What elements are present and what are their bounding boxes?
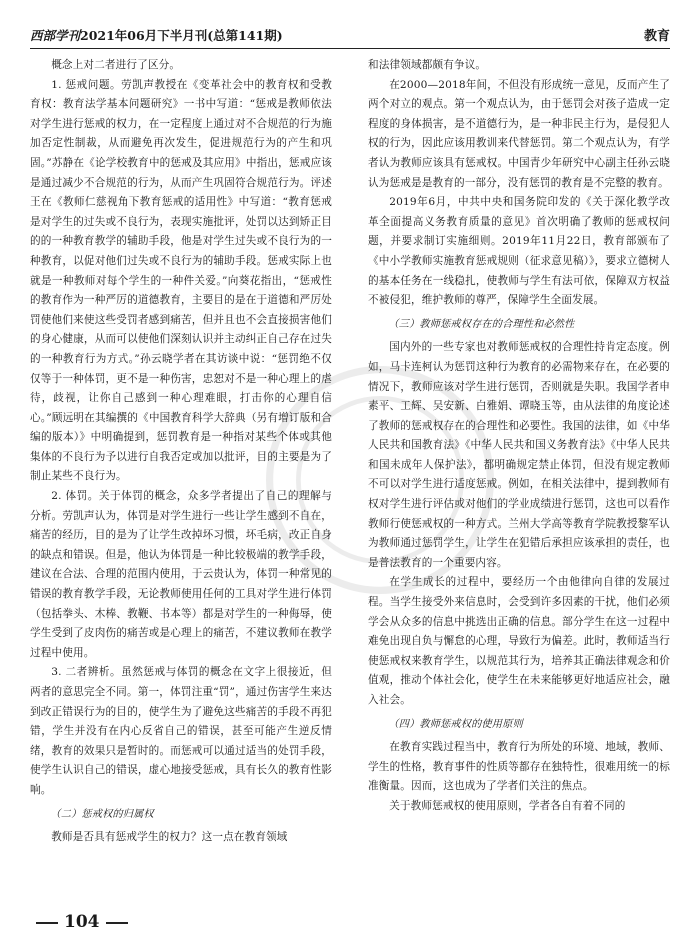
journal-issue-line bbox=[30, 26, 283, 44]
journal-logo: 西部学刊 bbox=[30, 28, 81, 43]
left-column bbox=[30, 56, 332, 896]
section-title: 教育 bbox=[643, 29, 670, 44]
paragraph: 国内外的一些专家也对教师惩戒权的合理性持肯定态度。例如，马卡连柯认为惩罚这种行为教育的必需物来存在，在必要的情况下，教师应该对学生进行惩罚，否则就是失职。我国学者申素平、工辉、吴安新、白雅娟、谭晓玉等，由从法律的角度论述了教师的惩戒权存在的合理性和必要性。我国的法律，如《中华人民共和国教育法》《中华人民共和国义务教育法》《中华人民共和国未成年人保护法》，都明确规定禁止体罚，但没有规定教师不可以对学生进行适度惩戒。例如，在相关法律中，提到教师有权对学生进行评估或对他们的学业成绩进行惩罚，这也可以看作教师行使惩戒权的一种方式。兰州大学高等教育学院教授黎军认为教师通过惩罚学生，让学生在犯错后承担应该承担的责任，也是普法教育的一个重要内容。 bbox=[368, 341, 670, 569]
page-footer bbox=[30, 912, 134, 936]
page-header bbox=[30, 22, 670, 49]
paragraph: 在2000—2018年间，不但没有形成统一意见，反而产生了两个对立的观点。第一个观点认为，由于惩罚会对孩子造成一定程度的身体损害，是不道德行为，是一种非民主行为，是侵犯人权的行为，因此应该用教训来代替惩罚。第二个观点认为，有学者认为教师应该具有惩戒权。中国青少年研究中心副主任孙云晓认为惩戒是是教育的一部分，没有惩罚的教育是不完整的教育。 bbox=[368, 78, 670, 189]
section-heading: （四）教师惩戒权的使用原则 bbox=[388, 718, 523, 730]
issue-info: 2021年06月下半月刊(总第141期) bbox=[80, 28, 283, 43]
footer-rule-left bbox=[36, 922, 58, 924]
paragraph: 关于教师惩戒权的使用原则，学者各自有着不同的 bbox=[389, 799, 626, 812]
page-number: 104 bbox=[64, 912, 100, 932]
paragraph: 教师是否具有惩戒学生的权力？这一点在教育领域 bbox=[51, 831, 288, 844]
paragraph: 在学生成长的过程中，要经历一个由他律向自律的发展过程。当学生接受外来信息时，会受到许多因素的干扰，他们必须学会从众多的信息中挑选出正确的信息。部分学生在这一过程中难免出现自负与懈怠的心理，导致行为偏差。此时，教师适当行使惩戒权来教育学生，以规范其行为，培养其正确法律观念和价值观，推动个体社会化，使学生在未来能够更好地适应社会，融入社会。 bbox=[368, 576, 670, 706]
paragraph: 3. 二者辨析。虽然惩戒与体罚的概念在文字上很接近，但两者的意思完全不同。第一，体罚注重“罚”，通过伤害学生来达到改正错误行为的目的，使学生为了避免这些痛苦的手段不再犯错，学生并没有在内心反省自己的错误，甚至可能产生逆反情绪，教育的效果只是暂时的。而惩戒可以通过适当的处罚手段，使学生认识自己的错误，虚心地接受惩戒，具有长久的教育性影响。 bbox=[30, 666, 332, 796]
section-heading: （三）教师惩戒权存在的合理性和必然性 bbox=[388, 318, 575, 330]
right-column bbox=[368, 56, 670, 896]
paragraph: 概念上对二者进行了区分。 bbox=[51, 59, 181, 71]
paragraph: 1. 惩戒问题。劳凯声教授在《变革社会中的教育权和受教育权：教育法学基本问题研究》一书中写道：“惩戒是教师依法对学生进行惩戒的权力，在一定程度上通过对不合规范的行为施加否定性制裁，从而避免再次发生，促进规范行为的产生和巩固。”苏静在《论学校教育中的惩戒及其应用》中指出，惩戒应该是通过减少不合规范的行为，从而产生巩固符合规范行为。评述王在《教师仁慈视角下教育惩戒的适用性》中写道：“教育惩戒是对学生的过失或不良行为，表现实施批评，处罚以达到矫正目的的一种教育教学的辅助手段，他是对学生过失或不良行为的一种教育，以促对他们过失或不良行为的辅助手段。惩戒实际上也就是一种教师对每个学生的一种件关爱。”向葵花指出，“惩戒性的教育作为一种严厉的道德教育，主要目的是在于道德和严厉处罚使他们来使这些受罚者感到痛苦，但并且也不会直接损害他们的身心健康，从而可以使他们深刻认识并主动纠正自己存在过失的一种教育行为方式。”孙云晓学者在其访谈中说：“惩罚绝不仅仅等于一种体罚，更不是一种伤害，忠恕对不是一种心理上的虐待，歧视，让你自己感到一种心理难眼，打击你的心理自信心。”顾远明在其编撰的《中国教育科学大辞典（另有增订版和合编的版本）》中明确提到，惩罚教育是一种指对某些个体或其他集体的不良行为予以进行自我否定或加以批评，目的主要是为了制止某些不良行为。 bbox=[30, 78, 332, 483]
paragraph: 2019年6月，中共中央和国务院印发的《关于深化教学改革全面提高义务教育质量的意见》首次明确了教师的惩戒权问题，并要求制订实施细则。2019年11月22日，教育部颁布了《中小学教师实施教育惩戒规则（征求意见稿）》，要求立德树人的基本任务在一线稳扎，使教师与学生有法可依，保障双方权益不被侵犯，维护教师的尊严，保障学生全面发展。 bbox=[368, 196, 670, 307]
paragraph: 在教育实践过程当中，教育行为所处的环境、地域，教师、学生的性格，教育事件的性质等都存在独特性，很难用统一的标准衡量。因而，这也成为了学者们关注的焦点。 bbox=[368, 741, 670, 793]
paragraph: 和法律领域都颇有争议。 bbox=[368, 59, 487, 71]
paragraph: 2. 体罚。关于体罚的概念，众多学者提出了自己的理解与分析。劳凯声认为，体罚是对学生进行一些让学生感到不自在，痛苦的经历，目的是为了让学生改掉坏习惯，坏毛病，改正自身的缺点和错误。但是，他认为体罚是一种比较极端的教学手段，建议在合法、合理的范围内使用，于云贵认为，体罚一种常见的错误的教育教学手段，无论教师使用任何的工具对学生进行体罚（包括拳头、木棒、教鞭、书本等）都是对学生的一种侮辱，使学生受到了皮肉伤的痛苦或是心理上的痛苦，不建议教师在教学过程中使用。 bbox=[30, 490, 332, 659]
footer-rule-right bbox=[106, 922, 128, 924]
section-heading: （二）惩戒权的归属权 bbox=[50, 808, 154, 820]
